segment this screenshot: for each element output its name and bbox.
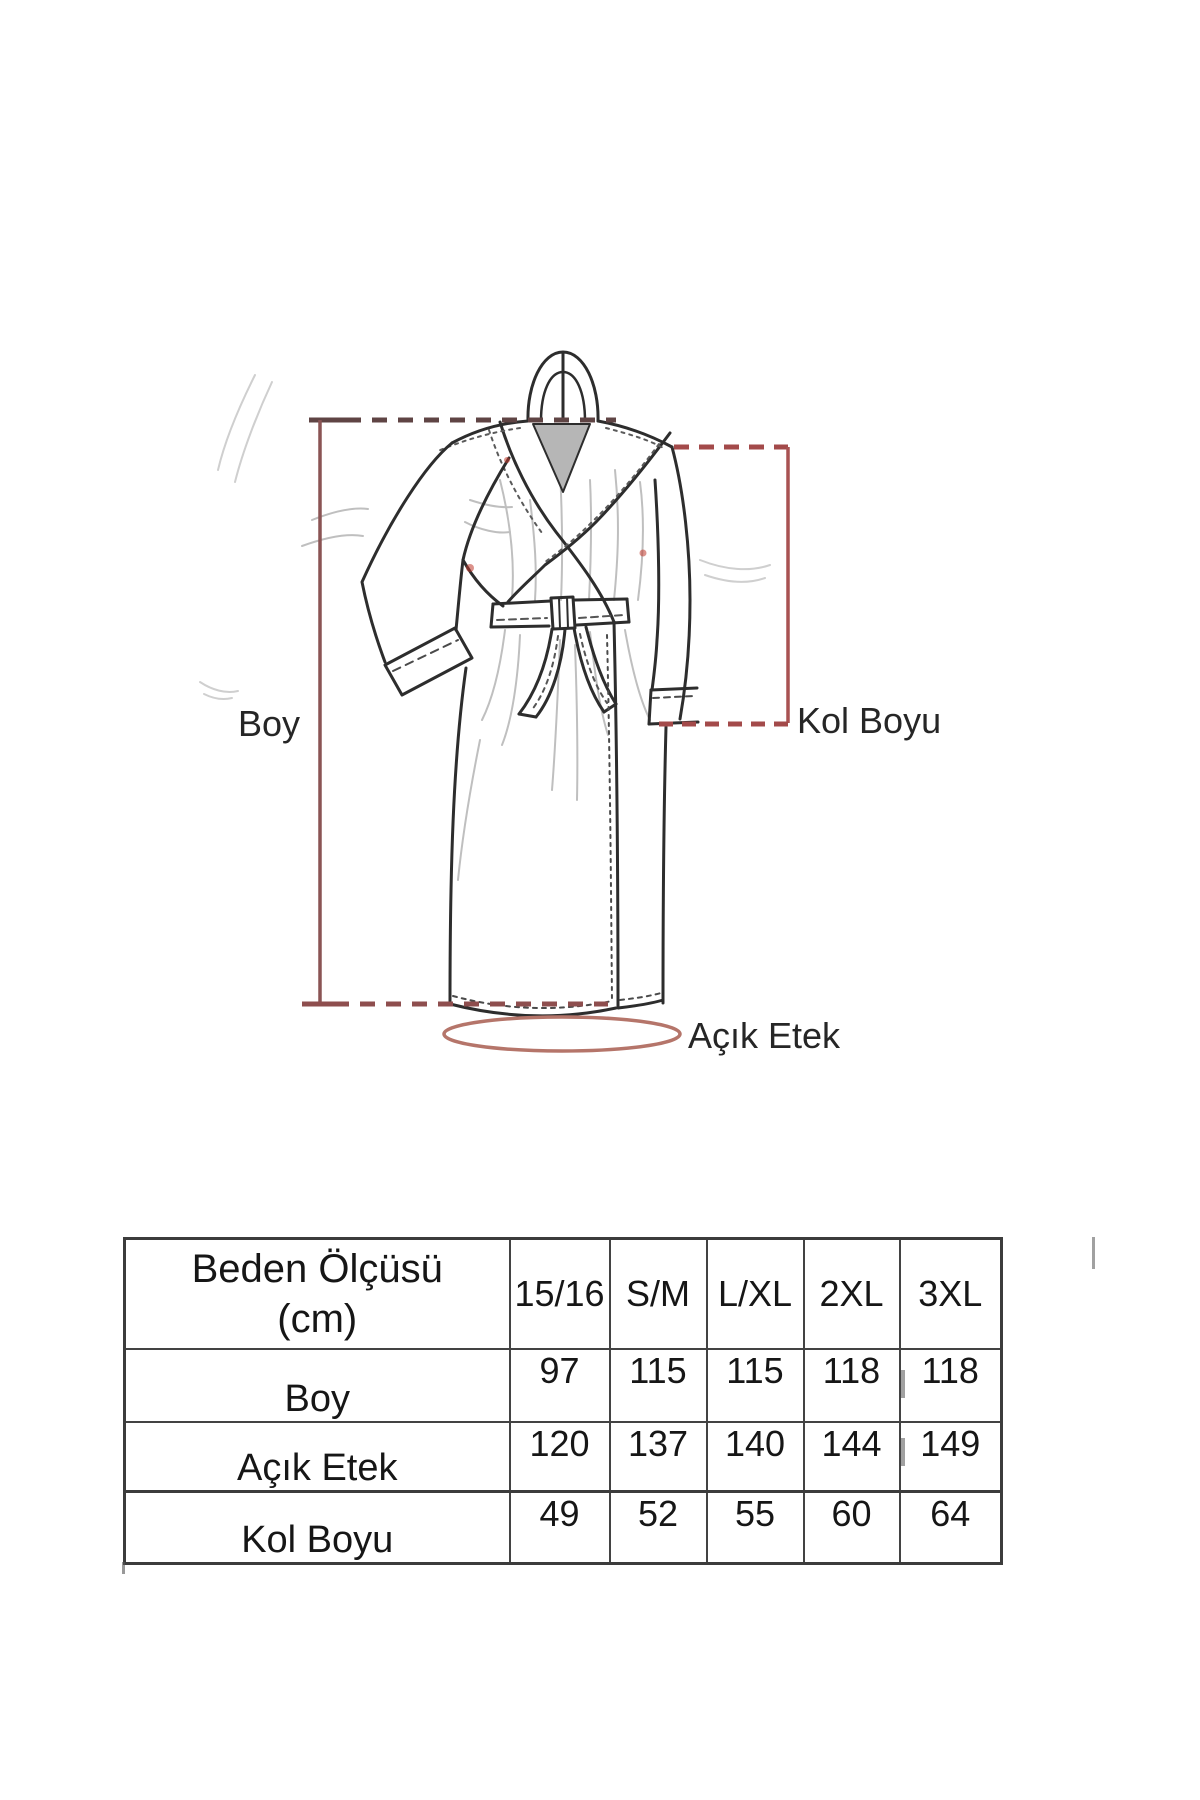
boy-s-m: 115 bbox=[610, 1349, 707, 1422]
acik-s-m: 137 bbox=[610, 1422, 707, 1492]
table-row-boy bbox=[125, 1349, 1002, 1422]
belt-knot bbox=[551, 597, 575, 629]
size-col-3xl: 3XL bbox=[900, 1239, 1002, 1349]
size-col-15-16: 15/16 bbox=[510, 1239, 610, 1349]
fabric-gather-lines bbox=[302, 470, 650, 880]
left-cuff bbox=[385, 628, 472, 695]
belt-ties bbox=[519, 627, 616, 717]
collar-hanger-loop bbox=[528, 352, 598, 421]
kol-boyu-label: Kol Boyu bbox=[797, 700, 942, 741]
bathrobe-illustration bbox=[302, 352, 698, 1016]
boy-label: Boy bbox=[238, 703, 301, 744]
left-sleeve-outer bbox=[362, 443, 452, 662]
acik-2xl: 144 bbox=[804, 1422, 900, 1492]
size-col-l-xl: L/XL bbox=[707, 1239, 804, 1349]
table-header-row bbox=[125, 1239, 1002, 1349]
skirt-right-edge bbox=[663, 727, 666, 1003]
kol-3xl: 64 bbox=[900, 1492, 1002, 1564]
belt bbox=[491, 597, 629, 629]
row-label-boy: Boy bbox=[125, 1349, 510, 1422]
table-row-acik-etek bbox=[125, 1422, 1002, 1492]
compression-artifact bbox=[901, 1438, 905, 1466]
size-table bbox=[123, 1237, 1003, 1565]
kol-boyu-measurement bbox=[652, 447, 941, 741]
acik-3xl: 149 bbox=[900, 1422, 1002, 1492]
row-label-acik-etek: Açık Etek bbox=[125, 1422, 510, 1492]
acik-etek-annotation bbox=[444, 1015, 841, 1056]
kol-15-16: 49 bbox=[510, 1492, 610, 1564]
size-col-s-m: S/M bbox=[610, 1239, 707, 1349]
acik-etek-label: Açık Etek bbox=[688, 1015, 841, 1056]
kol-l-xl: 55 bbox=[707, 1492, 804, 1564]
boy-3xl: 118 bbox=[900, 1349, 1002, 1422]
right-sleeve-inner bbox=[652, 480, 659, 690]
acik-l-xl: 140 bbox=[707, 1422, 804, 1492]
compression-artifact bbox=[1092, 1237, 1095, 1269]
hem-ellipse bbox=[444, 1017, 680, 1051]
kol-s-m: 52 bbox=[610, 1492, 707, 1564]
row-label-kol-boyu: Kol Boyu bbox=[125, 1492, 510, 1564]
neck-triangle bbox=[533, 424, 590, 492]
header-line1: Beden Ölçüsü bbox=[191, 1246, 443, 1291]
compression-artifact bbox=[901, 1370, 905, 1398]
right-cuff bbox=[649, 688, 698, 724]
boy-l-xl: 115 bbox=[707, 1349, 804, 1422]
acik-15-16: 120 bbox=[510, 1422, 610, 1492]
boy-measurement bbox=[238, 420, 616, 1004]
size-col-2xl: 2XL bbox=[804, 1239, 900, 1349]
measure-unit-header bbox=[125, 1239, 510, 1349]
kol-2xl: 60 bbox=[804, 1492, 900, 1564]
sketch-artifacts bbox=[200, 375, 770, 699]
boy-2xl: 118 bbox=[804, 1349, 900, 1422]
compression-artifact bbox=[122, 1562, 125, 1574]
table-row-kol-boyu bbox=[125, 1492, 1002, 1564]
front-edge bbox=[614, 622, 618, 1006]
header-line2: (cm) bbox=[277, 1296, 358, 1341]
right-sleeve-outer bbox=[672, 447, 690, 719]
boy-15-16: 97 bbox=[510, 1349, 610, 1422]
